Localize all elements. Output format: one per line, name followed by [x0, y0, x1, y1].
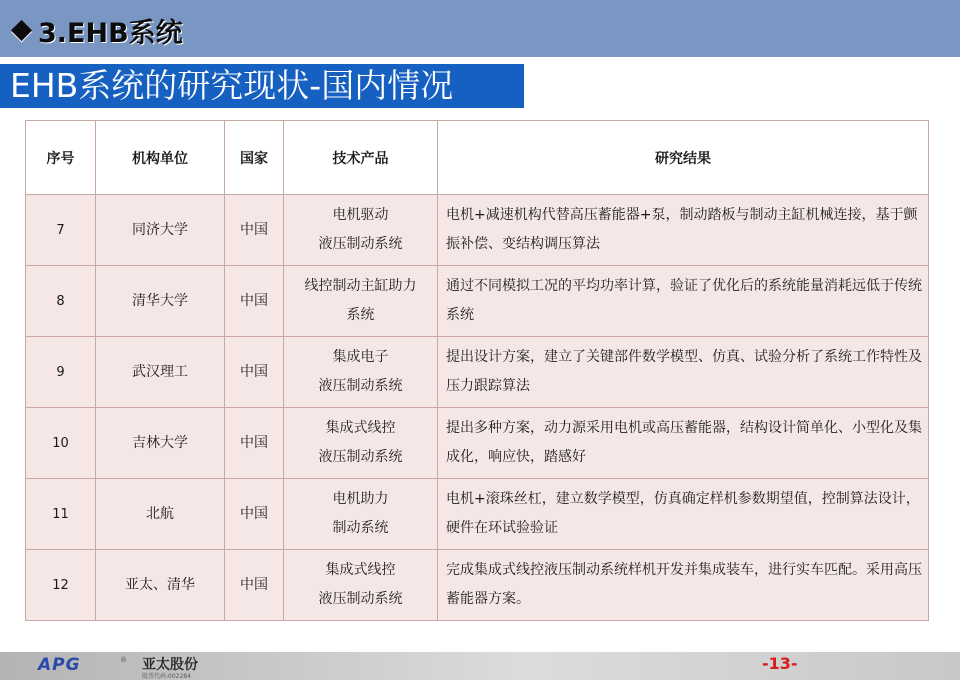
table-row — [26, 479, 929, 550]
product-line: 电机助力 — [332, 491, 389, 507]
product-line: 制动系统 — [332, 520, 389, 536]
slide-subtitle: EHB系统的研究现状-国内情况 — [0, 64, 524, 108]
product-line: 液压制动系统 — [318, 449, 403, 465]
column-header-result: 研究结果 — [438, 121, 929, 195]
cell-product — [284, 337, 438, 408]
cell-country: 中国 — [225, 408, 284, 479]
product-line: 液压制动系统 — [318, 236, 403, 252]
cell-organization: 武汉理工 — [96, 337, 225, 408]
product-line: 集成式线控 — [325, 562, 396, 578]
cell-result: 完成集成式线控液压制动系统样机开发并集成装车，进行实车匹配。采用高压蓄能器方案。 — [438, 550, 929, 621]
apg-logo: APG — [38, 655, 81, 675]
cell-index: 12 — [26, 550, 96, 621]
column-header-product: 技术产品 — [284, 121, 438, 195]
registered-mark: ® — [120, 656, 127, 664]
table-row — [26, 266, 929, 337]
cell-index: 11 — [26, 479, 96, 550]
cell-result: 提出设计方案，建立了关键部件数学模型、仿真、试验分析了系统工作特性及压力跟踪算法 — [438, 337, 929, 408]
cell-index: 10 — [26, 408, 96, 479]
cell-organization: 吉林大学 — [96, 408, 225, 479]
cell-result: 通过不同模拟工况的平均功率计算，验证了优化后的系统能量消耗远低于传统系统 — [438, 266, 929, 337]
cell-organization: 同济大学 — [96, 195, 225, 266]
page-number: -13- — [762, 654, 798, 673]
company-name: 亚太股份 — [142, 657, 198, 673]
table-row — [26, 337, 929, 408]
table-row — [26, 195, 929, 266]
product-line: 液压制动系统 — [318, 591, 403, 607]
cell-index: 9 — [26, 337, 96, 408]
cell-country: 中国 — [225, 337, 284, 408]
stock-code: 股票代码:002284 — [142, 673, 191, 680]
cell-organization: 清华大学 — [96, 266, 225, 337]
cell-organization: 亚太、清华 — [96, 550, 225, 621]
column-header-organization: 机构单位 — [96, 121, 225, 195]
product-line: 线控制动主缸助力 — [304, 278, 417, 294]
product-line: 系统 — [346, 307, 375, 323]
research-table — [25, 120, 929, 621]
table-header-row — [26, 121, 929, 195]
cell-country: 中国 — [225, 266, 284, 337]
cell-index: 7 — [26, 195, 96, 266]
column-header-country: 国家 — [225, 121, 284, 195]
cell-product — [284, 550, 438, 621]
cell-result: 电机+滚珠丝杠，建立数学模型，仿真确定样机参数期望值，控制算法设计，硬件在环试验验证 — [438, 479, 929, 550]
section-title — [8, 10, 183, 50]
cell-index: 8 — [26, 266, 96, 337]
cell-country: 中国 — [225, 195, 284, 266]
product-line: 电机驱动 — [332, 207, 389, 223]
section-title-text: 3.EHB系统 — [38, 17, 183, 49]
cell-country: 中国 — [225, 550, 284, 621]
product-line: 集成式线控 — [325, 420, 396, 436]
cell-product — [284, 195, 438, 266]
cell-result: 电机+减速机构代替高压蓄能器+泵，制动踏板与制动主缸机械连接，基于颤振补偿、变结构调压算法 — [438, 195, 929, 266]
cell-organization: 北航 — [96, 479, 225, 550]
cell-product — [284, 266, 438, 337]
table-row — [26, 550, 929, 621]
cell-country: 中国 — [225, 479, 284, 550]
diamond-bullet-icon — [11, 19, 32, 40]
cell-product — [284, 408, 438, 479]
product-line: 集成电子 — [332, 349, 389, 365]
table-row — [26, 408, 929, 479]
cell-result: 提出多种方案，动力源采用电机或高压蓄能器，结构设计简单化、小型化及集成化，响应快，踏感好 — [438, 408, 929, 479]
product-line: 液压制动系统 — [318, 378, 403, 394]
cell-product — [284, 479, 438, 550]
column-header-index: 序号 — [26, 121, 96, 195]
